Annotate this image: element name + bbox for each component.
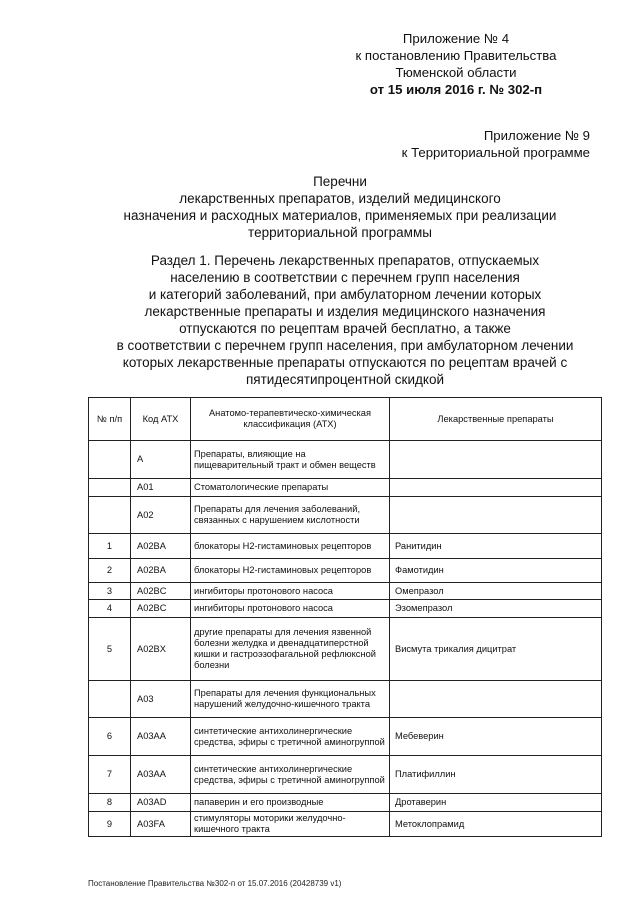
row-code: A02BC (131, 600, 191, 618)
row-class: стимуляторы моторики желудочно-кишечного тракта (191, 812, 390, 837)
page-footer: Постановление Правительства №302-п от 15.07.2016 (20428739 v1) (88, 879, 342, 888)
table-row (89, 794, 602, 812)
row-drug: Мебеверин (390, 718, 602, 756)
table-row (89, 559, 602, 583)
row-drug: Висмута трикалия дицитрат (390, 618, 602, 681)
section-line5: отпускаются по рецептам врачей бесплатно, а также (179, 321, 511, 336)
appendix-4-line2: к постановлению Правительства (355, 48, 557, 63)
row-class: Препараты для лечения заболеваний, связанных с нарушением кислотности (191, 497, 390, 534)
row-code: A02BX (131, 618, 191, 681)
row-code: A02BA (131, 559, 191, 583)
row-code: A02 (131, 497, 191, 534)
row-class: Стоматологические препараты (191, 479, 390, 497)
row-class: ингибиторы протонового насоса (191, 600, 390, 618)
title-line3: назначения и расходных материалов, применяемых при реализации (123, 208, 557, 223)
section-line7: которых лекарственные препараты отпускаются по рецептам врачей с (122, 355, 568, 370)
row-code: A03AA (131, 756, 191, 794)
row-code: A03AA (131, 718, 191, 756)
row-num: 6 (89, 718, 131, 756)
row-drug: Метоклопрамид (390, 812, 602, 837)
row-class: синтетические антихолинергические средства, эфиры с третичной аминогруппой (191, 718, 390, 756)
title-line4: территориальной программы (248, 225, 432, 240)
row-drug: Платифиллин (390, 756, 602, 794)
table-row (89, 600, 602, 618)
header-num: № п/п (89, 398, 131, 441)
section-line3: и категорий заболеваний, при амбулаторном лечении которых (148, 287, 542, 302)
row-code: A01 (131, 479, 191, 497)
row-drug (390, 441, 602, 479)
row-class: Препараты для лечения функциональных нарушений желудочно-кишечного тракта (191, 681, 390, 718)
row-class: ингибиторы протонового насоса (191, 583, 390, 600)
row-code: A02BC (131, 583, 191, 600)
drug-table (88, 397, 602, 837)
row-num: 4 (89, 600, 131, 618)
table-row (89, 497, 602, 534)
table-row (89, 756, 602, 794)
row-num: 9 (89, 812, 131, 837)
appendix-9-line2: к Территориальной программе (401, 145, 590, 160)
row-num: 1 (89, 534, 131, 559)
row-drug: Ранитидин (390, 534, 602, 559)
row-num: 5 (89, 618, 131, 681)
section-line8: пятидесятипроцентной скидкой (245, 372, 444, 387)
table-row (89, 479, 602, 497)
row-drug: Эзомепразол (390, 600, 602, 618)
row-drug (390, 479, 602, 497)
row-num: 8 (89, 794, 131, 812)
row-num: 2 (89, 559, 131, 583)
row-class: блокаторы H2-гистаминовых рецепторов (191, 559, 390, 583)
row-class: синтетические антихолинергические средства, эфиры с третичной аминогруппой (191, 756, 390, 794)
row-drug: Фамотидин (390, 559, 602, 583)
title-line2: лекарственных препаратов, изделий медицинского (179, 191, 501, 206)
row-num: 3 (89, 583, 131, 600)
appendix-4-line3: Тюменской области (395, 65, 517, 80)
table-row (89, 441, 602, 479)
row-code: A03FA (131, 812, 191, 837)
row-code: A03 (131, 681, 191, 718)
appendix-9-block (350, 127, 590, 161)
header-class: Анатомо-терапевтическо-химическая классификация (АТХ) (191, 398, 390, 441)
table-row (89, 681, 602, 718)
header-code: Код АТХ (131, 398, 191, 441)
table-row (89, 618, 602, 681)
appendix-9-title: Приложение № 9 (483, 128, 590, 143)
row-class: папаверин и его производные (191, 794, 390, 812)
header-drugs: Лекарственные препараты (390, 398, 602, 441)
row-class: блокаторы H2-гистаминовых рецепторов (191, 534, 390, 559)
row-code: A03AD (131, 794, 191, 812)
document-title (80, 173, 600, 241)
row-num (89, 497, 131, 534)
row-class: другие препараты для лечения язвенной болезни желудка и двенадцатиперстной кишки и гастроэзофагальной рефлюксной болезни (191, 618, 390, 681)
row-drug: Омепразол (390, 583, 602, 600)
table-header-row (89, 398, 602, 441)
section-heading (80, 252, 610, 388)
row-code: A (131, 441, 191, 479)
title-line1: Перечни (313, 174, 367, 189)
row-class: Препараты, влияющие на пищеварительный тракт и обмен веществ (191, 441, 390, 479)
row-drug (390, 497, 602, 534)
section-line2: населению в соответствии с перечнем групп населения (170, 270, 520, 285)
row-num (89, 479, 131, 497)
row-num (89, 441, 131, 479)
row-drug: Дротаверин (390, 794, 602, 812)
table-row (89, 718, 602, 756)
row-drug (390, 681, 602, 718)
section-line4: лекарственные препараты и изделия медицинского назначения (144, 304, 546, 319)
row-num: 7 (89, 756, 131, 794)
row-num (89, 681, 131, 718)
row-code: A02BA (131, 534, 191, 559)
appendix-4-date: от 15 июля 2016 г. № 302-п (369, 82, 543, 97)
appendix-4-block (326, 30, 586, 98)
table-row (89, 812, 602, 837)
appendix-4-title: Приложение № 4 (402, 31, 510, 46)
section-line1: Раздел 1. Перечень лекарственных препаратов, отпускаемых (150, 253, 540, 268)
table-row (89, 534, 602, 559)
section-line6: в соответствии с перечнем групп населения, при амбулаторном лечении (116, 338, 574, 353)
table-row (89, 583, 602, 600)
